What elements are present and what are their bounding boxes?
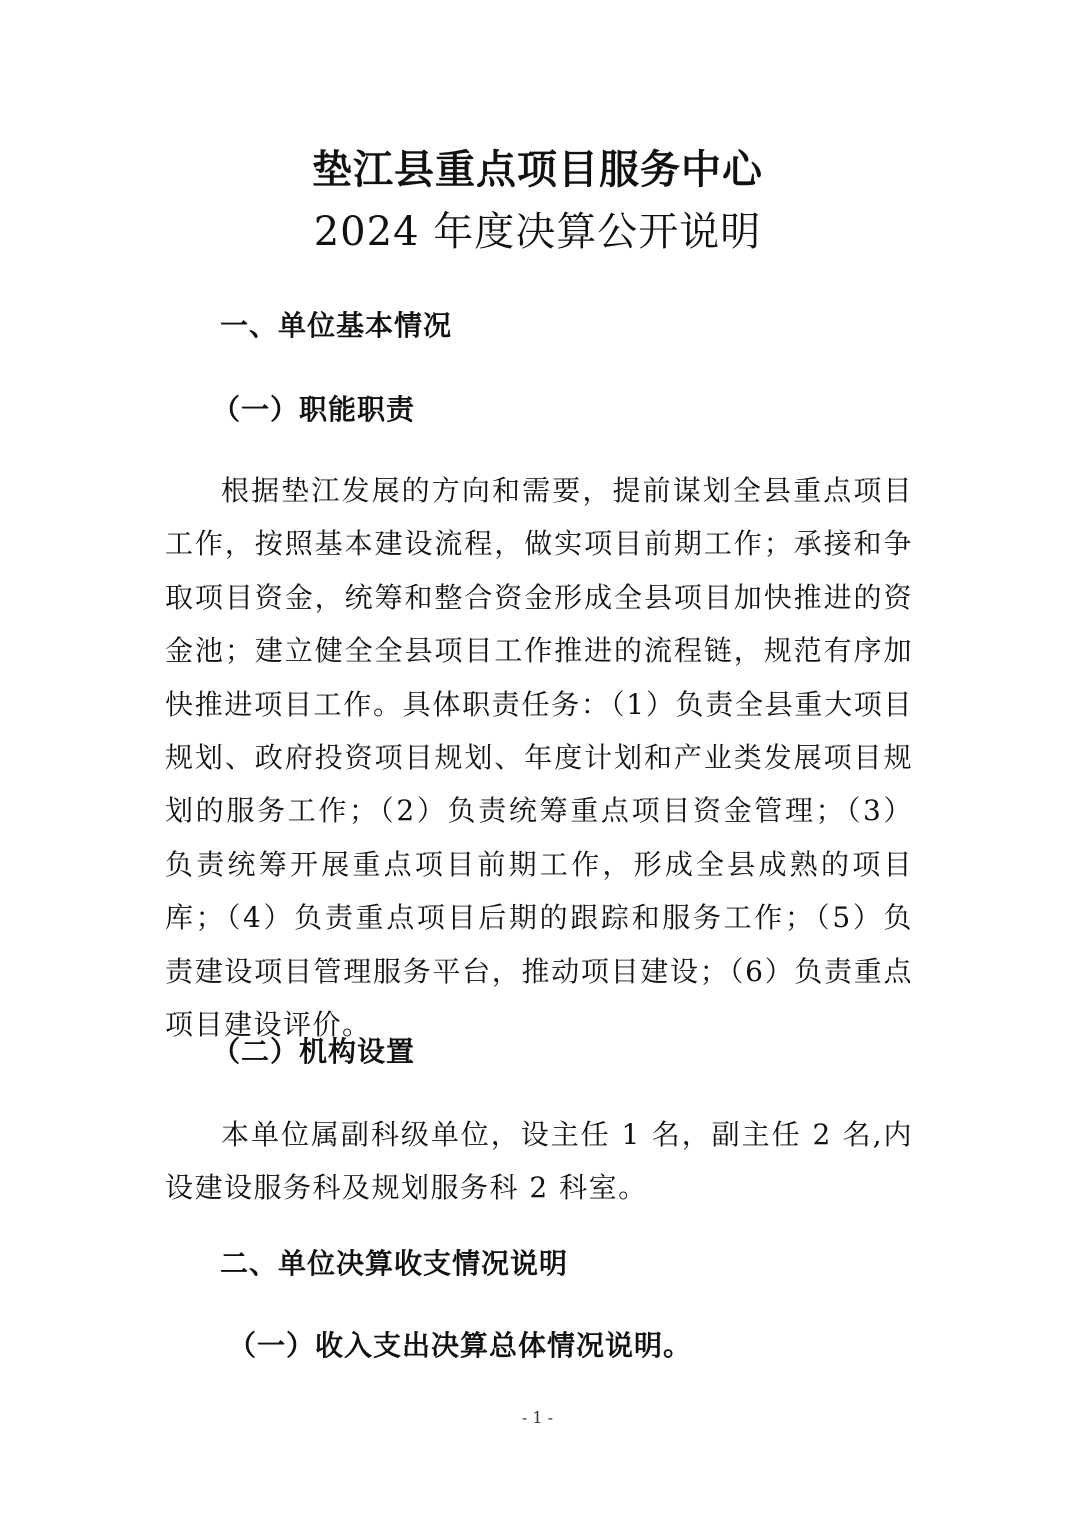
section-2-sub-1-heading: （一）收入支出决算总体情况说明。 [228,1329,693,1362]
section-1-heading: 一、单位基本情况 [220,309,453,342]
page-number: - 1 - [521,1408,554,1427]
section-1-sub-1-heading: （一）职能职责 [212,393,416,426]
section-1-sub-2-heading: （二）机构设置 [212,1035,416,1068]
document-title: 垫江县重点项目服务中心 [312,146,763,193]
duties-paragraph: 根据垫江发展的方向和需要，提前谋划全县重点项目工作，按照基本建设流程，做实项目前期工作；承接和争取项目资金，统筹和整合资金形成全县项目加快推进的资金池；建立健全全县项目工作推进的流程链，规范有序加快推进项目工作。具体职责任务：（1）负责全县重大项目规划、政府投资项目规划、年度计划和产业类发展项目规划的服务工作；（2）负责统筹重点项目资金管理；（3）负责统筹开展重点项目前期工作，形成全县成熟的项目库；（4）负责重点项目后期的跟踪和服务工作；（5）负责建设项目管理服务平台，推动项目建设；（6）负责重点项目建设评价。 [165,474,913,1042]
document-subtitle: 2024 年度决算公开说明 [313,209,762,255]
organization-paragraph: 本单位属副科级单位，设主任 1 名，副主任 2 名,内设建设服务科及规划服务科 2 科室。 [165,1118,913,1205]
section-2-heading: 二、单位决算收支情况说明 [220,1247,569,1280]
